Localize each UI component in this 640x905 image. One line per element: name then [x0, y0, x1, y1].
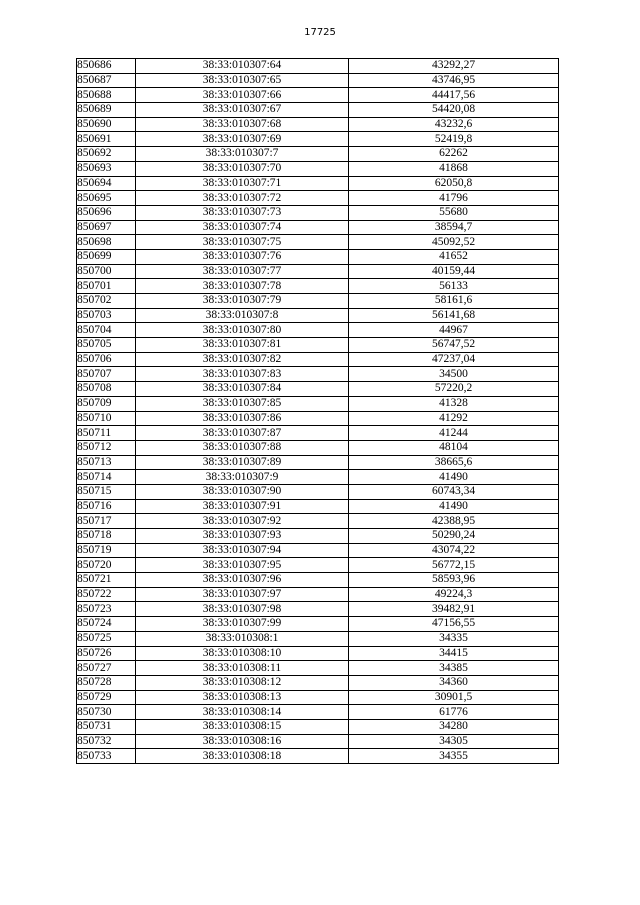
row-number-cell: 850726	[77, 646, 136, 661]
cadastral-number-cell: 38:33:010308:11	[136, 661, 349, 676]
value-cell: 57220,2	[349, 382, 559, 397]
table-row	[77, 338, 559, 353]
row-number-cell: 850707	[77, 367, 136, 382]
table-row	[77, 235, 559, 250]
value-cell: 55680	[349, 205, 559, 220]
cadastral-number-cell: 38:33:010307:97	[136, 587, 349, 602]
cadastral-number-cell: 38:33:010308:16	[136, 734, 349, 749]
table-row	[77, 396, 559, 411]
value-cell: 54420,08	[349, 103, 559, 118]
row-number-cell: 850690	[77, 117, 136, 132]
value-cell: 44417,56	[349, 88, 559, 103]
row-number-cell: 850693	[77, 161, 136, 176]
value-cell: 49224,3	[349, 587, 559, 602]
table-row	[77, 117, 559, 132]
table-row	[77, 426, 559, 441]
row-number-cell: 850700	[77, 264, 136, 279]
row-number-cell: 850688	[77, 88, 136, 103]
cadastral-number-cell: 38:33:010307:75	[136, 235, 349, 250]
row-number-cell: 850695	[77, 191, 136, 206]
row-number-cell: 850698	[77, 235, 136, 250]
table-row	[77, 529, 559, 544]
value-cell: 56133	[349, 279, 559, 294]
table-row	[77, 161, 559, 176]
row-number-cell: 850721	[77, 573, 136, 588]
row-number-cell: 850692	[77, 147, 136, 162]
cadastral-number-cell: 38:33:010307:66	[136, 88, 349, 103]
row-number-cell: 850689	[77, 103, 136, 118]
cadastral-number-cell: 38:33:010307:84	[136, 382, 349, 397]
cadastral-number-cell: 38:33:010307:89	[136, 455, 349, 470]
value-cell: 34415	[349, 646, 559, 661]
cadastral-number-cell: 38:33:010307:71	[136, 176, 349, 191]
value-cell: 41868	[349, 161, 559, 176]
value-cell: 56747,52	[349, 338, 559, 353]
value-cell: 61776	[349, 705, 559, 720]
cadastral-number-cell: 38:33:010307:81	[136, 338, 349, 353]
cadastral-number-cell: 38:33:010307:92	[136, 514, 349, 529]
cadastral-number-cell: 38:33:010308:10	[136, 646, 349, 661]
row-number-cell: 850720	[77, 558, 136, 573]
value-cell: 45092,52	[349, 235, 559, 250]
cadastral-number-cell: 38:33:010308:1	[136, 631, 349, 646]
value-cell: 43746,95	[349, 73, 559, 88]
table-row	[77, 205, 559, 220]
table-row	[77, 176, 559, 191]
page-number: 17725	[304, 27, 336, 38]
row-number-cell: 850718	[77, 529, 136, 544]
value-cell: 58593,96	[349, 573, 559, 588]
value-cell: 34355	[349, 749, 559, 764]
value-cell: 58161,6	[349, 294, 559, 309]
row-number-cell: 850728	[77, 675, 136, 690]
row-number-cell: 850731	[77, 719, 136, 734]
row-number-cell: 850699	[77, 249, 136, 264]
row-number-cell: 850696	[77, 205, 136, 220]
row-number-cell: 850729	[77, 690, 136, 705]
cadastral-number-cell: 38:33:010307:74	[136, 220, 349, 235]
cadastral-number-cell: 38:33:010307:90	[136, 484, 349, 499]
cadastral-number-cell: 38:33:010307:68	[136, 117, 349, 132]
cadastral-number-cell: 38:33:010307:70	[136, 161, 349, 176]
cadastral-number-cell: 38:33:010308:14	[136, 705, 349, 720]
row-number-cell: 850730	[77, 705, 136, 720]
table-row	[77, 719, 559, 734]
table-row	[77, 279, 559, 294]
value-cell: 43292,27	[349, 59, 559, 74]
value-cell: 40159,44	[349, 264, 559, 279]
cadastral-number-cell: 38:33:010307:93	[136, 529, 349, 544]
table-row	[77, 455, 559, 470]
value-cell: 41328	[349, 396, 559, 411]
table-row	[77, 705, 559, 720]
value-cell: 41652	[349, 249, 559, 264]
cadastral-table	[76, 58, 559, 764]
cadastral-number-cell: 38:33:010307:7	[136, 147, 349, 162]
cadastral-number-cell: 38:33:010307:91	[136, 499, 349, 514]
table-row	[77, 661, 559, 676]
value-cell: 48104	[349, 440, 559, 455]
row-number-cell: 850725	[77, 631, 136, 646]
cadastral-number-cell: 38:33:010307:76	[136, 249, 349, 264]
table-row	[77, 220, 559, 235]
row-number-cell: 850697	[77, 220, 136, 235]
table-row	[77, 558, 559, 573]
cadastral-number-cell: 38:33:010307:79	[136, 294, 349, 309]
row-number-cell: 850724	[77, 617, 136, 632]
table-row	[77, 352, 559, 367]
table-row	[77, 411, 559, 426]
row-number-cell: 850702	[77, 294, 136, 309]
cadastral-number-cell: 38:33:010307:72	[136, 191, 349, 206]
value-cell: 52419,8	[349, 132, 559, 147]
cadastral-number-cell: 38:33:010307:83	[136, 367, 349, 382]
row-number-cell: 850686	[77, 59, 136, 74]
cadastral-number-cell: 38:33:010307:88	[136, 440, 349, 455]
cadastral-number-cell: 38:33:010307:94	[136, 543, 349, 558]
table-row	[77, 646, 559, 661]
table-row	[77, 484, 559, 499]
table-row	[77, 573, 559, 588]
cadastral-number-cell: 38:33:010308:12	[136, 675, 349, 690]
cadastral-number-cell: 38:33:010307:82	[136, 352, 349, 367]
value-cell: 41796	[349, 191, 559, 206]
value-cell: 62262	[349, 147, 559, 162]
cadastral-number-cell: 38:33:010308:18	[136, 749, 349, 764]
cadastral-number-cell: 38:33:010307:64	[136, 59, 349, 74]
value-cell: 56141,68	[349, 308, 559, 323]
table-row	[77, 631, 559, 646]
value-cell: 34280	[349, 719, 559, 734]
row-number-cell: 850715	[77, 484, 136, 499]
table-row	[77, 308, 559, 323]
cadastral-number-cell: 38:33:010308:13	[136, 690, 349, 705]
table-row	[77, 734, 559, 749]
row-number-cell: 850713	[77, 455, 136, 470]
cadastral-number-cell: 38:33:010307:69	[136, 132, 349, 147]
table-row	[77, 73, 559, 88]
value-cell: 38594,7	[349, 220, 559, 235]
value-cell: 47237,04	[349, 352, 559, 367]
row-number-cell: 850687	[77, 73, 136, 88]
value-cell: 43232,6	[349, 117, 559, 132]
value-cell: 60743,34	[349, 484, 559, 499]
cadastral-number-cell: 38:33:010307:67	[136, 103, 349, 118]
value-cell: 62050,8	[349, 176, 559, 191]
row-number-cell: 850703	[77, 308, 136, 323]
cadastral-number-cell: 38:33:010307:65	[136, 73, 349, 88]
table-row	[77, 470, 559, 485]
table-row	[77, 382, 559, 397]
value-cell: 42388,95	[349, 514, 559, 529]
row-number-cell: 850714	[77, 470, 136, 485]
value-cell: 41490	[349, 470, 559, 485]
row-number-cell: 850732	[77, 734, 136, 749]
row-number-cell: 850717	[77, 514, 136, 529]
table-row	[77, 440, 559, 455]
table-row	[77, 514, 559, 529]
table-row	[77, 617, 559, 632]
cadastral-number-cell: 38:33:010307:78	[136, 279, 349, 294]
value-cell: 56772,15	[349, 558, 559, 573]
row-number-cell: 850722	[77, 587, 136, 602]
row-number-cell: 850691	[77, 132, 136, 147]
value-cell: 47156,55	[349, 617, 559, 632]
cadastral-number-cell: 38:33:010307:80	[136, 323, 349, 338]
table-row	[77, 103, 559, 118]
table-row	[77, 264, 559, 279]
cadastral-number-cell: 38:33:010307:99	[136, 617, 349, 632]
value-cell: 41490	[349, 499, 559, 514]
table-row	[77, 88, 559, 103]
row-number-cell: 850706	[77, 352, 136, 367]
table-row	[77, 147, 559, 162]
value-cell: 41244	[349, 426, 559, 441]
table-row	[77, 543, 559, 558]
table-row	[77, 587, 559, 602]
table-row	[77, 59, 559, 74]
table-row	[77, 249, 559, 264]
cadastral-number-cell: 38:33:010307:86	[136, 411, 349, 426]
table-row	[77, 191, 559, 206]
value-cell: 41292	[349, 411, 559, 426]
row-number-cell: 850705	[77, 338, 136, 353]
table-row	[77, 690, 559, 705]
value-cell: 44967	[349, 323, 559, 338]
row-number-cell: 850708	[77, 382, 136, 397]
value-cell: 34305	[349, 734, 559, 749]
cadastral-number-cell: 38:33:010307:9	[136, 470, 349, 485]
value-cell: 39482,91	[349, 602, 559, 617]
table-row	[77, 132, 559, 147]
cadastral-number-cell: 38:33:010307:8	[136, 308, 349, 323]
row-number-cell: 850694	[77, 176, 136, 191]
row-number-cell: 850733	[77, 749, 136, 764]
cadastral-number-cell: 38:33:010307:73	[136, 205, 349, 220]
row-number-cell: 850710	[77, 411, 136, 426]
cadastral-number-cell: 38:33:010307:98	[136, 602, 349, 617]
value-cell: 34385	[349, 661, 559, 676]
row-number-cell: 850709	[77, 396, 136, 411]
table-row	[77, 602, 559, 617]
row-number-cell: 850719	[77, 543, 136, 558]
cadastral-number-cell: 38:33:010307:96	[136, 573, 349, 588]
cadastral-number-cell: 38:33:010307:77	[136, 264, 349, 279]
value-cell: 34335	[349, 631, 559, 646]
value-cell: 34360	[349, 675, 559, 690]
value-cell: 34500	[349, 367, 559, 382]
cadastral-number-cell: 38:33:010307:87	[136, 426, 349, 441]
table-row	[77, 499, 559, 514]
value-cell: 38665,6	[349, 455, 559, 470]
table-row	[77, 367, 559, 382]
table-row	[77, 675, 559, 690]
table-row	[77, 749, 559, 764]
row-number-cell: 850712	[77, 440, 136, 455]
row-number-cell: 850701	[77, 279, 136, 294]
value-cell: 30901,5	[349, 690, 559, 705]
table-row	[77, 294, 559, 309]
value-cell: 43074,22	[349, 543, 559, 558]
row-number-cell: 850711	[77, 426, 136, 441]
cadastral-number-cell: 38:33:010307:95	[136, 558, 349, 573]
table-row	[77, 323, 559, 338]
cadastral-number-cell: 38:33:010307:85	[136, 396, 349, 411]
row-number-cell: 850704	[77, 323, 136, 338]
row-number-cell: 850727	[77, 661, 136, 676]
row-number-cell: 850716	[77, 499, 136, 514]
value-cell: 50290,24	[349, 529, 559, 544]
cadastral-number-cell: 38:33:010308:15	[136, 719, 349, 734]
row-number-cell: 850723	[77, 602, 136, 617]
table-body	[77, 59, 559, 764]
